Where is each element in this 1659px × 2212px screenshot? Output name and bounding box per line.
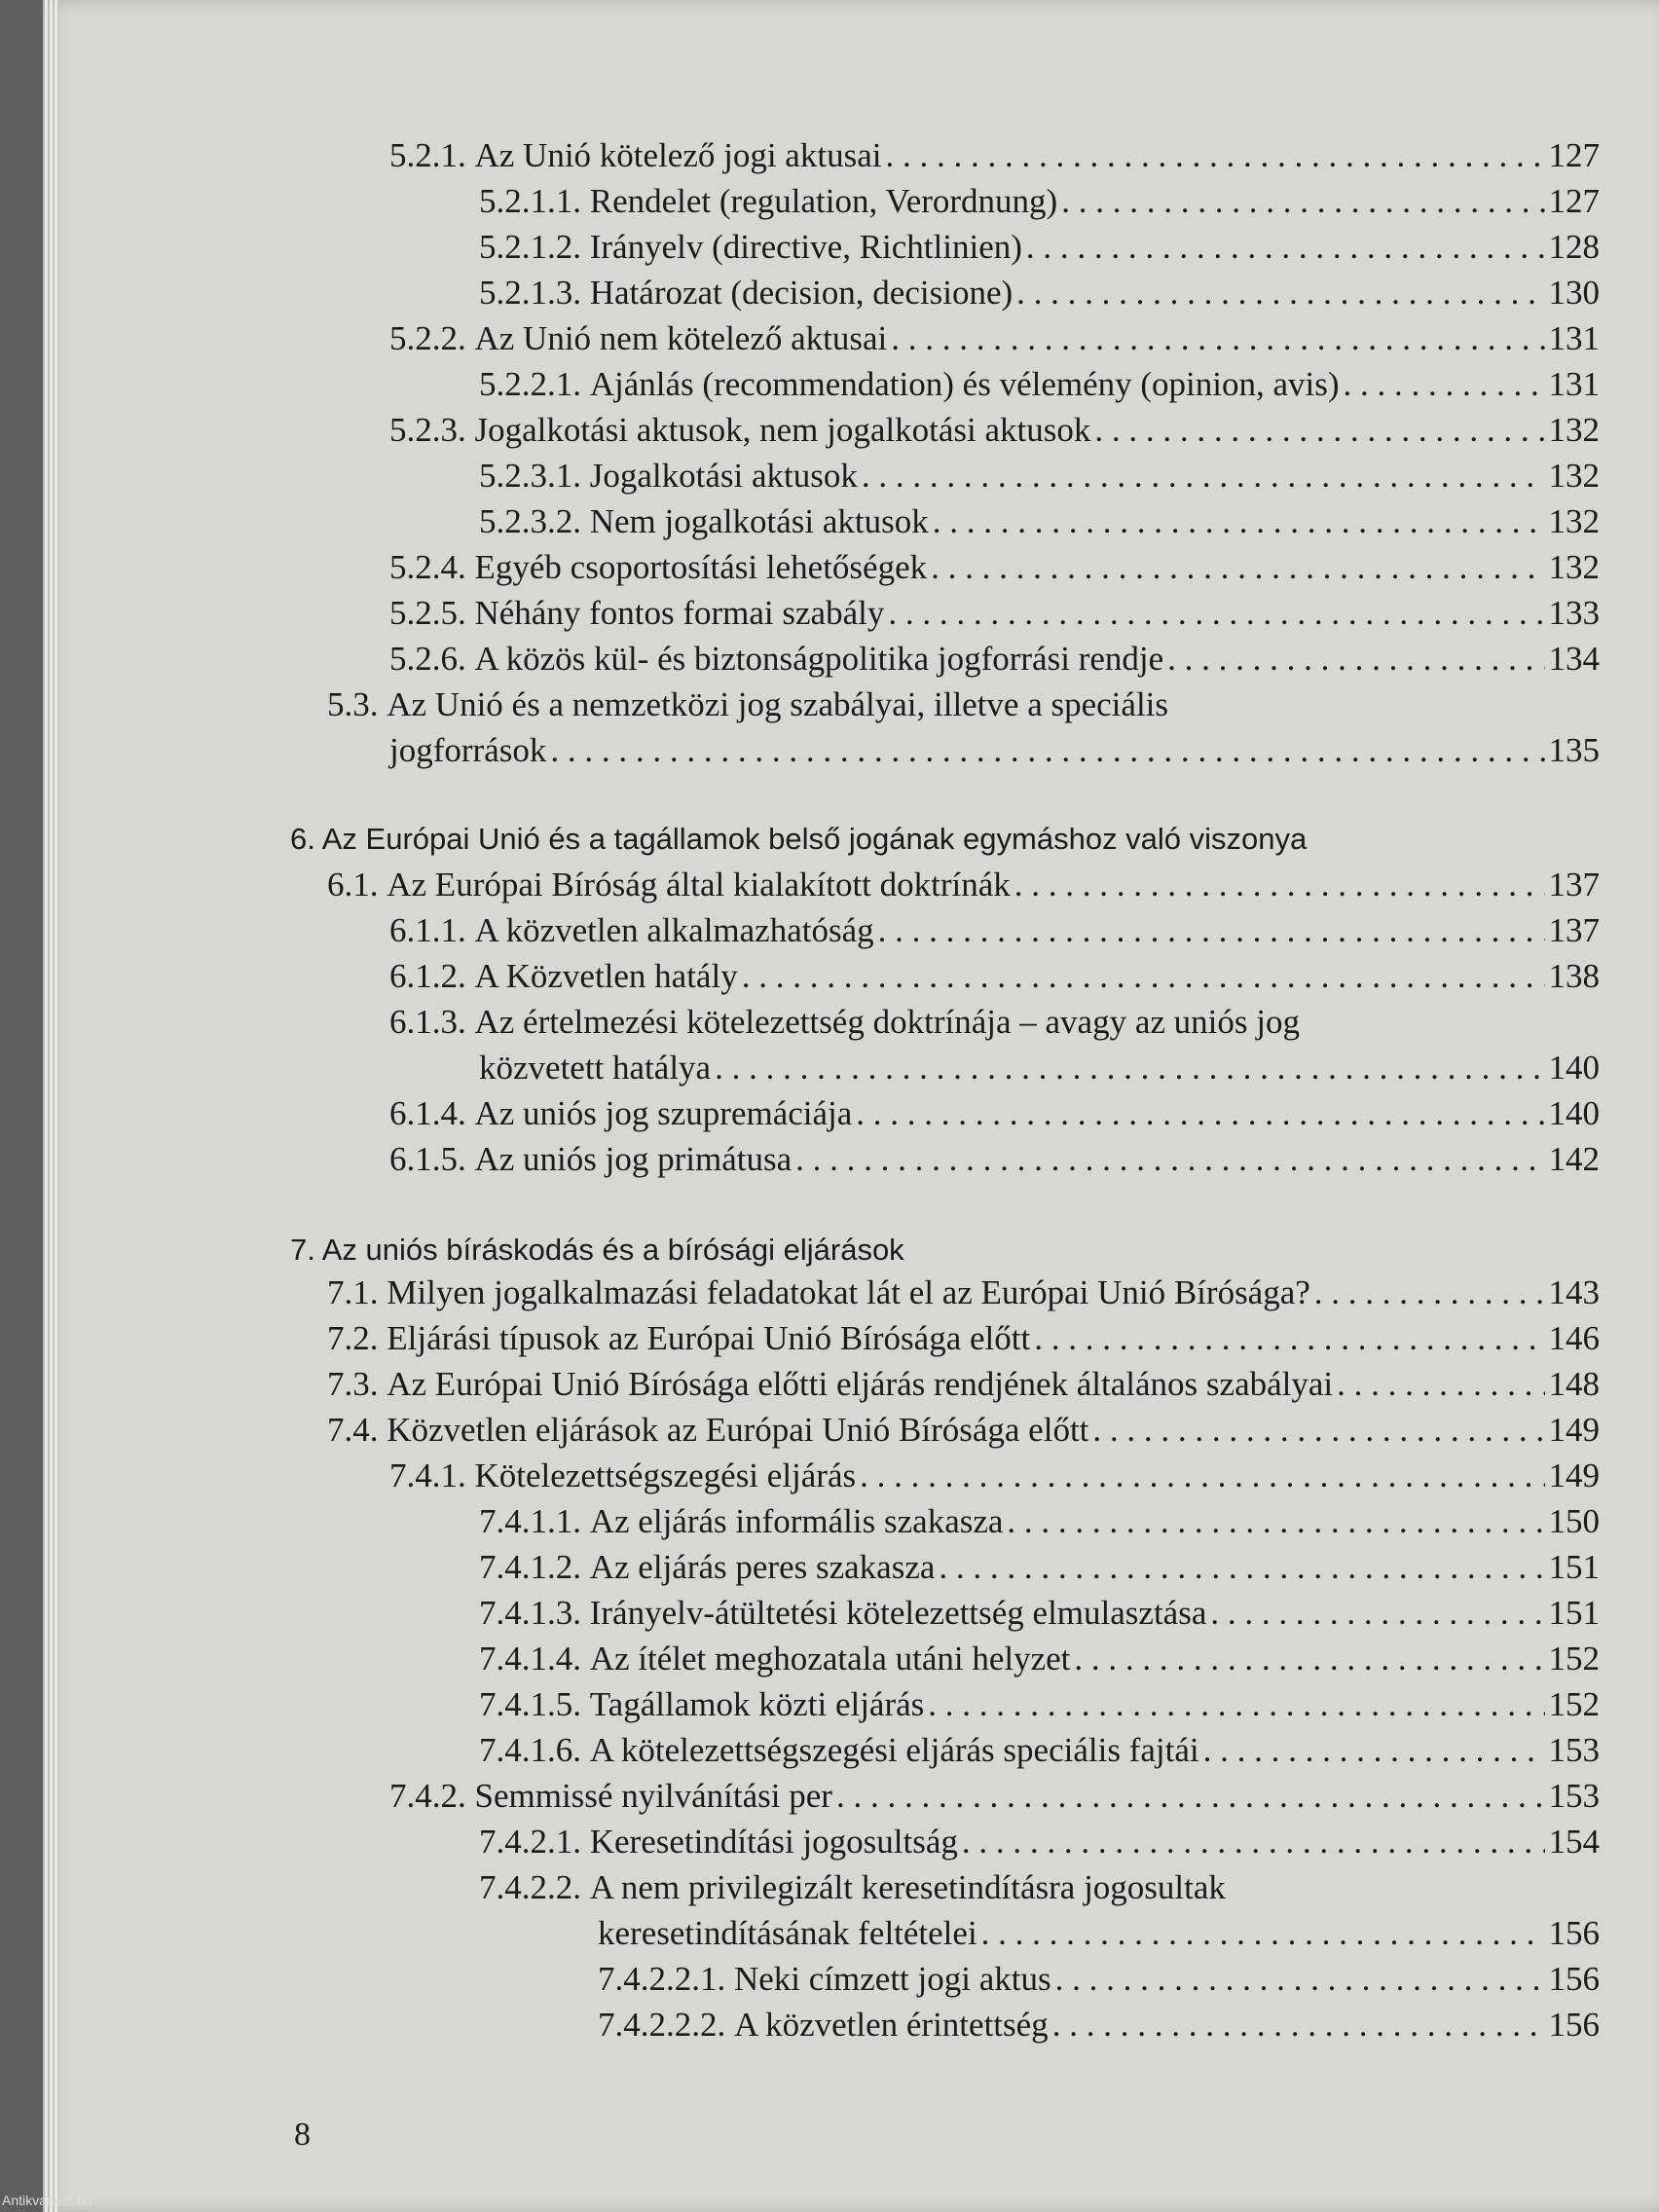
leader-dots [1203, 1727, 1545, 1773]
toc-entry: jogforrások . . . 135 [0, 727, 1659, 773]
toc-entry: 5.2.2.1. Ajánlás (recommendation) és vélemény (opinion, avis) . . . 131 [0, 361, 1659, 407]
toc-entry: 7.2. Eljárási típusok az Európai Unió Bírósága előtt . . . 146 [0, 1315, 1659, 1361]
toc-entry: 7.4.2.2.2. A közvetlen érintettség . . . 156 [0, 2002, 1659, 2047]
toc-entry: 5.2.1. Az Unió kötelező jogi aktusai . . . 127 [0, 132, 1659, 178]
leader-dots [1016, 270, 1544, 315]
leader-dots [742, 953, 1545, 999]
leader-dots [933, 498, 1545, 544]
leader-dots [715, 1045, 1544, 1090]
toc-entry: 6.1.4. Az uniós jog szupremáciája . . . 140 [0, 1090, 1659, 1136]
leader-dots [862, 453, 1545, 498]
leader-dots [550, 727, 1544, 773]
leader-dots [1167, 636, 1544, 682]
toc-entry: 7.1. Milyen jogalkalmazási feladatokat lát el az Európai Unió Bírósága? . . . 143 [0, 1270, 1659, 1315]
leader-dots [1314, 1270, 1545, 1315]
toc-entry: 7.3. Az Európai Unió Bírósága előtti eljárás rendjének általános szabályai . . . 148 [0, 1361, 1659, 1407]
leader-dots [1007, 1498, 1544, 1544]
leader-dots [1034, 1315, 1544, 1361]
leader-dots [1014, 862, 1545, 907]
leader-dots [1092, 1407, 1544, 1453]
leader-dots [878, 907, 1545, 953]
toc-entry: 7.4.2. Semmissé nyilvánítási per . . . 153 [0, 1773, 1659, 1819]
leader-dots [939, 1544, 1544, 1590]
toc-entry: 6.1. Az Európai Bíróság által kialakított doktrínák . . . 137 [0, 862, 1659, 907]
toc-entry: 7.4. Közvetlen eljárások az Európai Unió Bírósága előtt . . . 149 [0, 1407, 1659, 1453]
toc-entry: 6.1.1. A közvetlen alkalmazhatóság . . . 137 [0, 907, 1659, 953]
toc-entry: 5.2.1.2. Irányelv (directive, Richtlinien) . . . 128 [0, 224, 1659, 270]
leader-dots [962, 1819, 1545, 1864]
leader-dots [1055, 1956, 1545, 2002]
toc-entry: 6.1.5. Az uniós jog primátusa . . . 142 [0, 1136, 1659, 1182]
leader-dots [981, 1910, 1545, 1956]
leader-dots [928, 1681, 1544, 1727]
leader-dots [1074, 1636, 1544, 1681]
toc-entry: 6.1.2. A Közvetlen hatály . . . 138 [0, 953, 1659, 999]
leader-dots [885, 132, 1544, 178]
watermark: Antikvarium.hu [2, 2193, 92, 2208]
toc-entry: 5.2.6. A közös kül- és biztonságpolitika jogforrási rendje . . . 134 [0, 636, 1659, 682]
chapter-heading: 7. Az uniós bíráskodás és a bírósági eljárások [290, 1233, 904, 1267]
leader-dots [888, 590, 1544, 636]
toc-entry: 7.4.2.2.1. Neki címzett jogi aktus . . . 156 [0, 1956, 1659, 2002]
page-number: 8 [294, 2117, 311, 2153]
toc-entry: közvetett hatálya . . . 140 [0, 1045, 1659, 1090]
leader-dots [1337, 1361, 1544, 1407]
leader-dots [1344, 361, 1545, 407]
leader-dots [1061, 178, 1544, 224]
toc-entry: keresetindításának feltételei . . . 156 [0, 1910, 1659, 1956]
leader-dots [1052, 2002, 1545, 2047]
toc-entry: 7.4.1.2. Az eljárás peres szakasza . . . 151 [0, 1544, 1659, 1590]
toc-entry: 5.2.3.2. Nem jogalkotási aktusok . . . 132 [0, 498, 1659, 544]
leader-dots [1210, 1590, 1544, 1636]
toc-entry: 7.4.1.5. Tagállamok közti eljárás . . . 152 [0, 1681, 1659, 1727]
toc-entry: 5.2.1.3. Határozat (decision, decisione) . . . 130 [0, 270, 1659, 315]
toc-entry: 5.2.3. Jogalkotási aktusok, nem jogalkotási aktusok . . . 132 [0, 407, 1659, 453]
toc-entry-613-line1: 6.1.3. Az értelmezési kötelezettség doktrínája – avagy az uniós jog [389, 1003, 1300, 1041]
toc-entry: 5.2.5. Néhány fontos formai szabály . . . 133 [0, 590, 1659, 636]
toc-entry: 5.2.3.1. Jogalkotási aktusok . . . 132 [0, 453, 1659, 498]
leader-dots [856, 1090, 1544, 1136]
toc-entry-7422-line1: 7.4.2.2. A nem privilegizált keresetindításra jogosultak [479, 1868, 1226, 1906]
toc-entry: 5.2.2. Az Unió nem kötelező aktusai . . . 131 [0, 315, 1659, 361]
toc-entry: 7.4.1.1. Az eljárás informális szakasza . . . 150 [0, 1498, 1659, 1544]
leader-dots [891, 315, 1544, 361]
toc-entry: 7.4.1.4. Az ítélet meghozatala utáni helyzet . . . 152 [0, 1636, 1659, 1681]
leader-dots [836, 1773, 1545, 1819]
leader-dots [795, 1136, 1544, 1182]
toc-entry: 5.2.4. Egyéb csoportosítási lehetőségek . . . 132 [0, 544, 1659, 590]
toc-entry: 7.4.1. Kötelezettségszegési eljárás . . . 149 [0, 1453, 1659, 1498]
leader-dots [860, 1453, 1544, 1498]
toc-entry: 7.4.1.6. A kötelezettségszegési eljárás speciális fajtái . . . 153 [0, 1727, 1659, 1773]
toc-entry-53-line1: 5.3. Az Unió és a nemzetközi jog szabályai, illetve a speciális [327, 685, 1169, 723]
leader-dots [1026, 224, 1545, 270]
toc-entry: 7.4.2.1. Keresetindítási jogosultság . . . 154 [0, 1819, 1659, 1864]
chapter-heading: 6. Az Európai Unió és a tagállamok belső jogának egymáshoz való viszonya [290, 822, 1308, 856]
toc-entry: 5.2.1.1. Rendelet (regulation, Verordnung) . . . 127 [0, 178, 1659, 224]
toc-entry: 7.4.1.3. Irányelv-átültetési kötelezettség elmulasztása . . . 151 [0, 1590, 1659, 1636]
leader-dots [931, 544, 1544, 590]
leader-dots [1094, 407, 1544, 453]
